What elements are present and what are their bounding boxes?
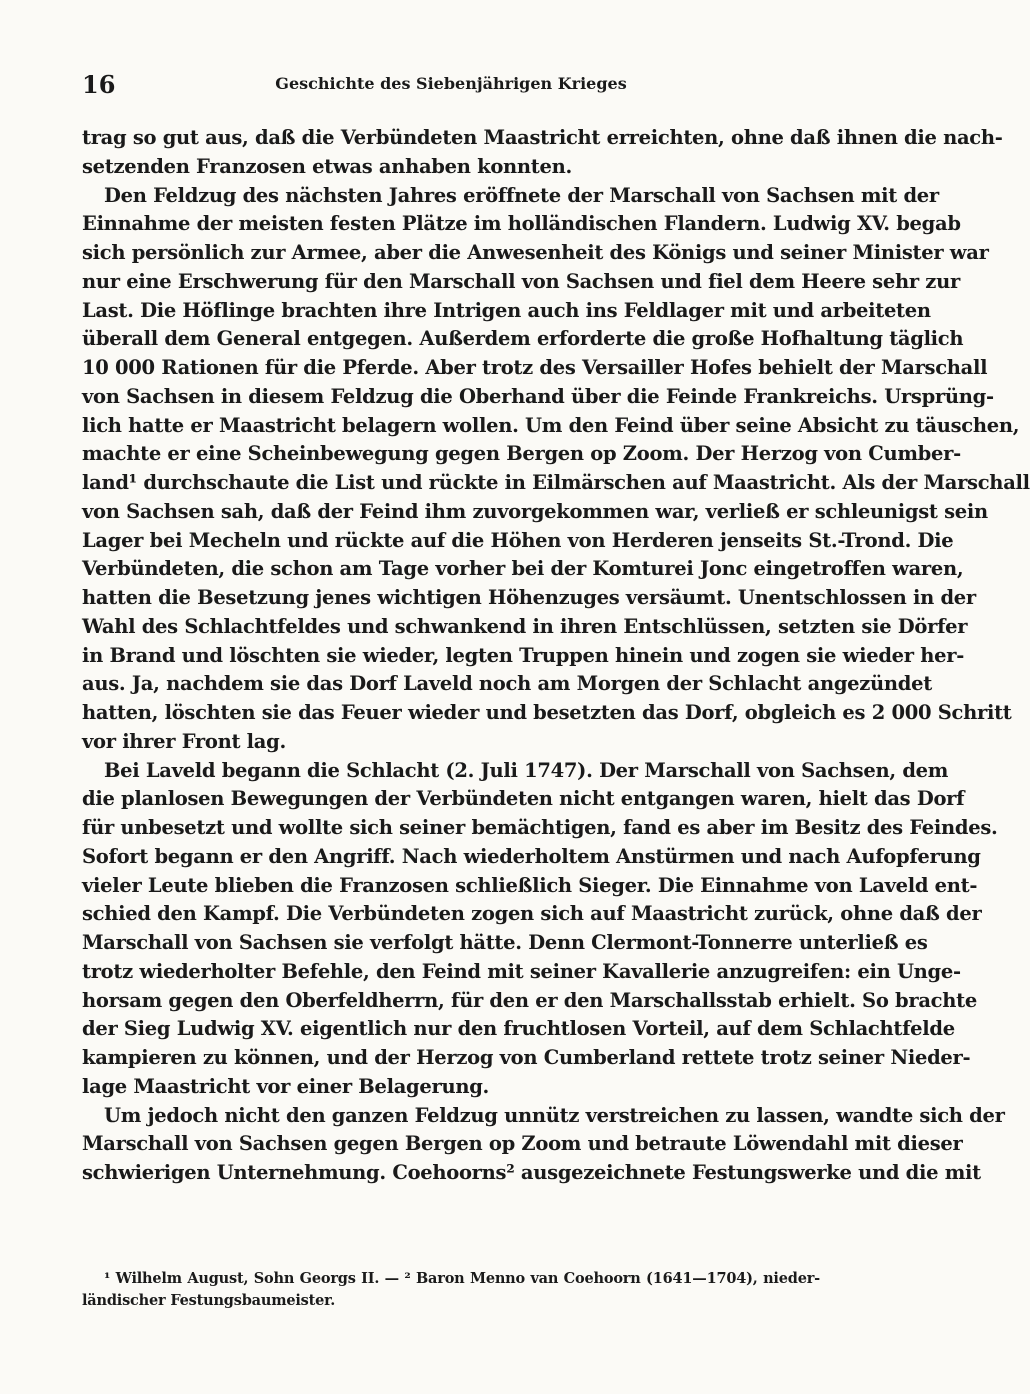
text-line: vor ihrer Front lag. [82,729,286,753]
page-number: 16 [82,70,116,99]
running-head [82,70,820,104]
text-line: machte er eine Scheinbewegung gegen Bergen op Zoom. Der Herzog von Cumber- [82,442,961,466]
text-line: Wahl des Schlachtfeldes und schwankend in ihren Entschlüssen, setzten sie Dörfer [82,614,968,638]
text-line: 10 000 Rationen für die Pferde. Aber trotz des Versailler Hofes behielt der Marschall [82,356,988,379]
footnote-line: ländischer Festungsbaumeister. [82,1292,336,1309]
text-line: überall dem General entgegen. Außerdem erforderte die große Hofhaltung täglich [82,327,964,351]
text-line: schwierigen Unternehmung. Coehoorns² ausgezeichnete Festungswerke und die mit [82,1161,981,1184]
text-line: vieler Leute blieben die Franzosen schließlich Sieger. Die Einnahme von Laveld ent- [82,873,978,897]
paragraph [82,124,1003,182]
text-line: trotz wiederholter Befehle, den Feind mit seiner Kavallerie anzugreifen: ein Unge- [82,959,961,983]
text-line: von Sachsen sah, daß der Feind ihm zuvorgekommen war, verließ er schleunigst sein [82,499,988,523]
text-line: schied den Kampf. Die Verbündeten zogen sich auf Maastricht zurück, ohne daß der [82,902,982,926]
paragraph [82,182,1030,757]
text-line: Um jedoch nicht den ganzen Feldzug unnütz verstreichen zu lassen, wandte sich der [104,1103,1005,1127]
text-line: von Sachsen in diesem Feldzug die Oberhand über die Feinde Frankreichs. Ursprüng- [82,384,994,408]
text-line: Marschall von Sachsen sie verfolgt hätte. Denn Clermont-Tonnerre unterließ es [82,931,928,954]
footnotes [82,1268,820,1312]
text-line: Lager bei Mecheln und rückte auf die Höhen von Herderen jenseits St.-Trond. Die [82,528,954,552]
text-line: Einnahme der meisten festen Plätze im holländischen Flandern. Ludwig XV. begab [82,212,961,236]
text-line: setzenden Franzosen etwas anhaben konnten. [82,154,572,178]
text-line: hatten die Besetzung jenes wichtigen Höhenzuges versäumt. Unentschlossen in der [82,586,976,609]
text-line: land¹ durchschaute die List und rückte in Eilmärschen auf Maastricht. Als der Marschall [82,471,1030,494]
text-line: kampieren zu können, und der Herzog von Cumberland rettete trotz seiner Nieder- [82,1046,971,1069]
text-line: die planlosen Bewegungen der Verbündeten nicht entgangen waren, hielt das Dorf [82,787,965,811]
text-line: lage Maastricht vor einer Belagerung. [82,1074,490,1098]
text-line: nur eine Erschwerung für den Marschall von Sachsen und fiel dem Heere sehr zur [82,269,960,293]
text-line: horsam gegen den Oberfeldherrn, für den er den Marschallsstab erhielt. So brachte [82,988,977,1012]
text-line: trag so gut aus, daß die Verbündeten Maastricht erreichten, ohne daß ihnen die nach- [82,126,1003,149]
text-line: für unbesetzt und wollte sich seiner bemächtigen, fand es aber im Besitz des Feindes. [82,816,998,839]
text-line: Marschall von Sachsen gegen Bergen op Zoom und betraute Löwendahl mit dieser [82,1132,963,1156]
running-title: Geschichte des Siebenjährigen Krieges [275,74,627,93]
text-line: lich hatte er Maastricht belagern wollen. Um den Feind über seine Absicht zu täuschen, [82,413,1020,437]
text-line: sich persönlich zur Armee, aber die Anwesenheit des Königs und seiner Minister war [82,241,989,264]
text-line: Verbündeten, die schon am Tage vorher bei der Komturei Jonc eingetroffen waren, [82,557,964,581]
text-line: der Sieg Ludwig XV. eigentlich nur den fruchtlosen Vorteil, auf dem Schlachtfelde [82,1017,955,1041]
text-line: in Brand und löschten sie wieder, legten Truppen hinein und zogen sie wieder her- [82,643,964,667]
text-line: aus. Ja, nachdem sie das Dorf Laveld noch am Morgen der Schlacht angezündet [82,672,932,696]
paragraph [82,757,998,1102]
text-line: Last. Die Höflinge brachten ihre Intrigen auch ins Feldlager mit und arbeiteten [82,298,931,322]
body-text [82,124,1030,1188]
text-line: hatten, löschten sie das Feuer wieder und besetzten das Dorf, obgleich es 2 000 Schritt [82,701,1012,724]
text-line: Sofort begann er den Angriff. Nach wiederholtem Anstürmen und nach Aufopferung [82,844,981,868]
footnote-line: ¹ Wilhelm August, Sohn Georgs II. — ² Baron Menno van Coehoorn (1641—1704), nieder- [104,1270,820,1287]
text-line: Bei Laveld begann die Schlacht (2. Juli 1747). Der Marschall von Sachsen, dem [104,758,949,782]
text-line: Den Feldzug des nächsten Jahres eröffnete der Marschall von Sachsen mit der [104,183,939,207]
paragraph [82,1102,1005,1188]
